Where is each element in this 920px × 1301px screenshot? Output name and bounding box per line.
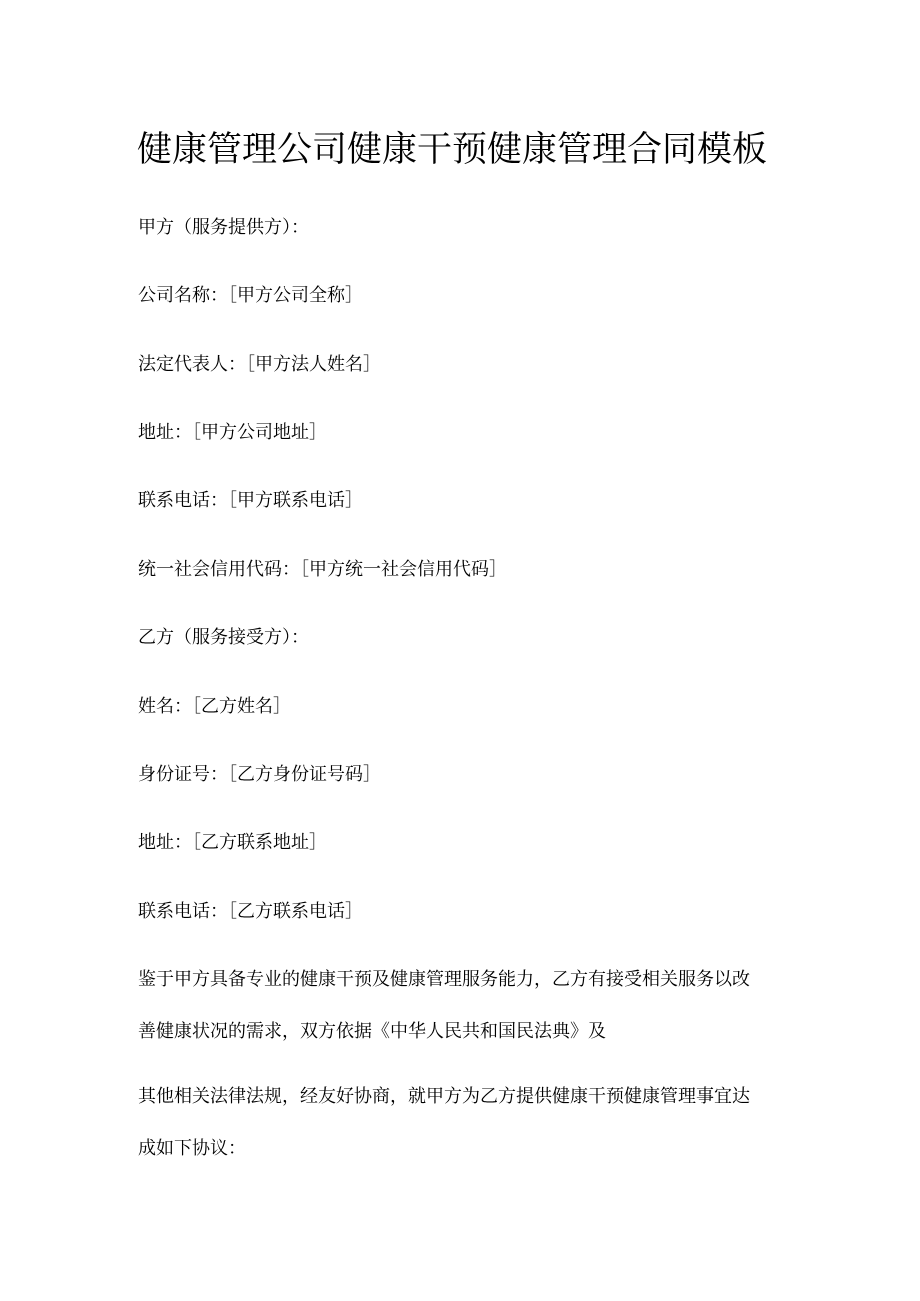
preamble-1-line-2: 善健康状况的需求，双方依据《中华人民共和国民法典》及 — [138, 1021, 606, 1042]
document-title: 健康管理公司健康干预健康管理合同模板 — [137, 130, 768, 170]
party-a-company-name: 公司名称：［甲方公司全称］ — [138, 285, 363, 306]
party-a-phone: 联系电话：［甲方联系电话］ — [138, 490, 363, 511]
preamble-2-line-2: 成如下协议： — [138, 1138, 246, 1159]
preamble-paragraph-1 — [138, 954, 783, 1058]
party-b-name: 姓名：［乙方姓名］ — [138, 696, 291, 717]
preamble-paragraph-2 — [138, 1071, 783, 1175]
party-b-id-number: 身份证号：［乙方身份证号码］ — [138, 764, 381, 785]
party-b-heading: 乙方（服务接受方）： — [138, 627, 309, 648]
party-a-address: 地址：［甲方公司地址］ — [138, 422, 327, 443]
party-a-heading: 甲方（服务提供方）： — [138, 217, 309, 238]
party-b-phone: 联系电话：［乙方联系电话］ — [138, 901, 363, 922]
preamble-2-line-1: 其他相关法律法规，经友好协商，就甲方为乙方提供健康干预健康管理事宜达 — [138, 1086, 750, 1107]
party-b-address: 地址：［乙方联系地址］ — [138, 832, 327, 853]
party-a-legal-rep: 法定代表人：［甲方法人姓名］ — [138, 354, 381, 375]
party-a-credit-code: 统一社会信用代码：［甲方统一社会信用代码］ — [138, 559, 507, 580]
preamble-1-line-1: 鉴于甲方具备专业的健康干预及健康管理服务能力，乙方有接受相关服务以改 — [138, 969, 750, 990]
